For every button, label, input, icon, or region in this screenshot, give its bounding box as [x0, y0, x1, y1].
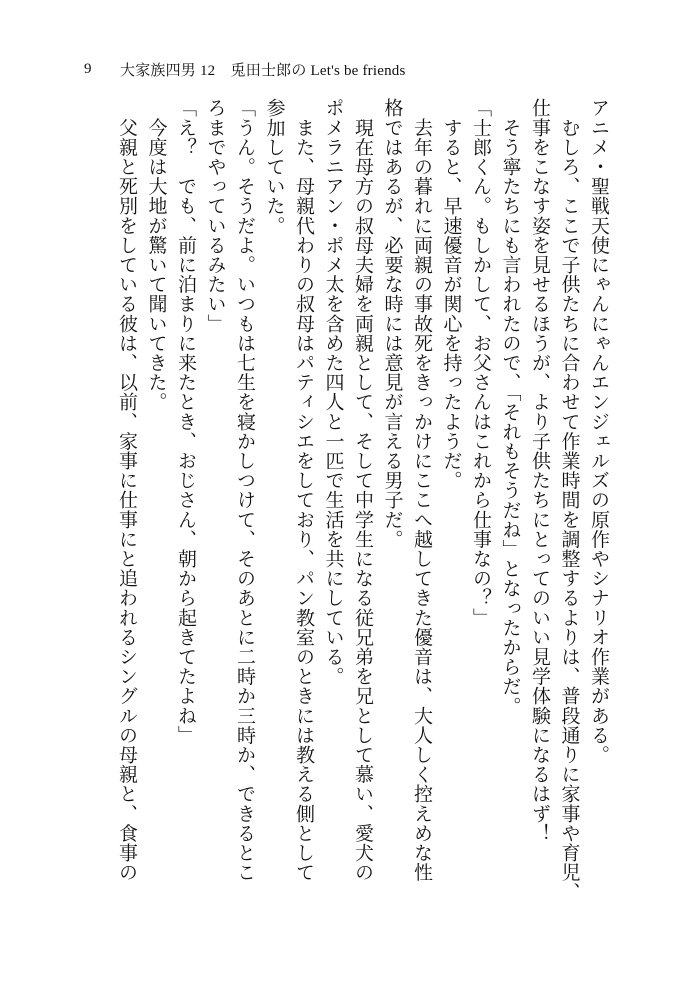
text-line: 「士郎くん。もしかして、お父さんはこれから仕事なの？」	[470, 98, 492, 628]
text-line: 今度は大地が驚いて聞いてきた。	[145, 98, 168, 412]
text-line: 去年の暮れに両親の事故死をきっかけにここへ越してきた優音は、大人しく控えめな性	[411, 98, 433, 882]
text-line: アニメ・聖戦天使にゃんにゃんエンジェルズの原作やシナリオ作業がある。	[588, 98, 610, 765]
text-line: 仕事をこなす姿を見せるほうが、より子供たちにとってのいい見学体験になるはず！	[529, 98, 551, 843]
running-title: 大家族四男 12 兎田士郎の Let's be friends	[120, 62, 406, 79]
text-line: 現在母方の叔母夫婦を両親として、そして中学生になる従兄弟を兄として慕い、愛犬の	[352, 98, 374, 882]
page-number: 9	[84, 60, 92, 77]
page-header	[84, 58, 406, 80]
text-line: ろまでやっているみたい」	[204, 98, 227, 334]
text-line: 格ではあるが、必要な時には意見が言える男子だ。	[381, 98, 404, 549]
text-line: 「え？ でも、前に泊まりに来たとき、おじさん、朝から起きてたよね」	[175, 98, 197, 745]
text-line: ポメラニアン・ポメ太を含めた四人と一匹で生活を共にしている。	[322, 98, 345, 686]
body-text	[112, 98, 614, 958]
text-line: むしろ、ここで子供たちに合わせて作業時間を調整するよりは、普段通りに家事や育児、	[558, 98, 581, 902]
text-line: また、母親代わりの叔母はパティシエをしており、パン教室のときには教える側として	[293, 98, 315, 882]
text-line: すると、早速優音が関心を持ったようだ。	[440, 98, 463, 490]
text-line: 「うん。そうだよ。いつもは七生を寝かしつけて、そのあとに二時か三時か、できるとこ	[234, 98, 256, 882]
text-line: 父親と死別をしている彼は、以前、家事に仕事にと追われるシングルの母親と、食事の	[116, 98, 138, 882]
text-line: 参加していた。	[263, 98, 286, 236]
text-line: そう寧たちにも言われたので、「それもそうだね」となったからだ。	[499, 98, 522, 716]
